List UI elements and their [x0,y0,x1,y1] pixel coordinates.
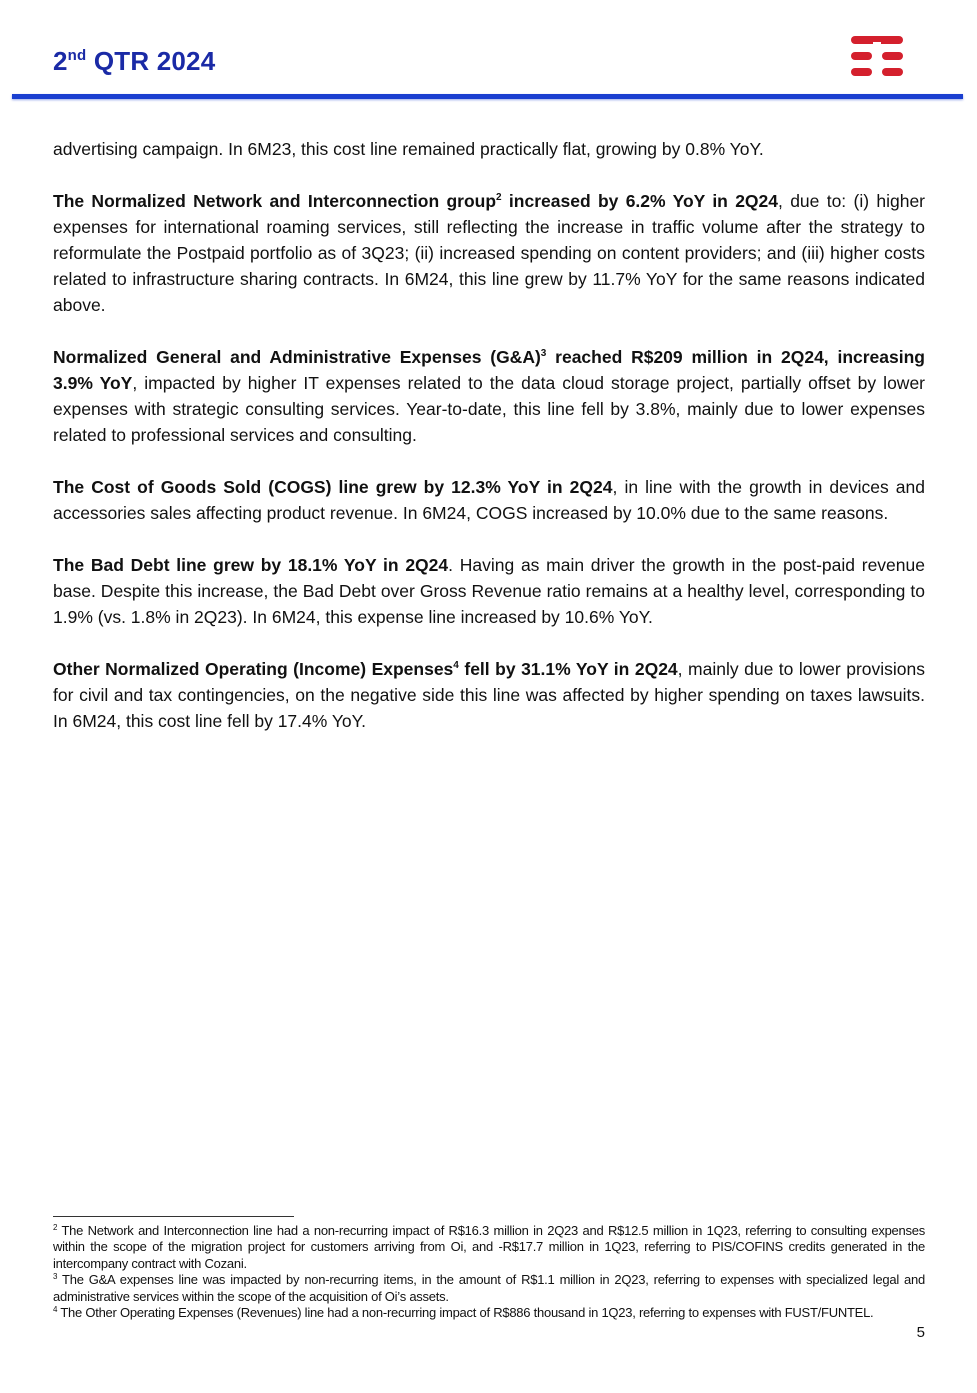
paragraph-lead-cont: fell by 31.1% YoY in 2Q24 [458,659,678,679]
paragraph-lead-cont: increased by 6.2% YoY in 2Q24 [501,191,779,211]
footnotes [53,1223,925,1321]
paragraph-network [53,188,925,318]
paragraph-lead: The Normalized Network and Interconnection group [53,191,497,211]
title-period: QTR 2024 [86,46,216,76]
paragraph-text: , in line with the growth in devices and accessories sales affecting product revenue. In 6M24, COGS increased by 10.0% due to the same reasons. [53,477,925,523]
footnote-ref-3[interactable]: 3 [540,348,547,359]
footnote-separator [53,1216,294,1217]
footnote-number: 2 [53,1223,58,1232]
footnote-number: 3 [53,1272,58,1282]
paragraph-lead: The Cost of Goods Sold (COGS) line grew by 12.3% YoY in 2Q24 [53,477,613,497]
footnote-3 [53,1272,925,1305]
footnote-text: The Other Operating Expenses (Revenues) line had a non-recurring impact of R$886 thousand in 1Q23, referring to expenses with FUST/FUNTEL. [57,1305,874,1321]
header-divider [12,94,963,99]
paragraph-text: advertising campaign. In 6M23, this cost line remained practically flat, growing by 0.8% YoY. [53,139,764,159]
footnote-ref-2[interactable]: 2 [496,192,502,203]
body-text [53,136,925,760]
paragraph-advertising [53,136,925,162]
paragraph-lead: Normalized General and Administrative Expenses (G&A) [53,347,541,367]
page-title [53,46,215,77]
paragraph-lead: Other Normalized Operating (Income) Expenses [53,659,454,679]
footnote-text: The Network and Interconnection line had a non-recurring impact of R$16.3 million in 2Q23 and R$12.5 million in 1Q23, referring to consulting expenses within the scope of the migration project for customers arriving from Oi, and -R$17.7 million in 1Q23, referring to PIS/COFINS credits generated in the intercompany contract with Cozani. [53,1223,925,1271]
paragraph-lead: The Bad Debt line grew by 18.1% YoY in 2Q24 [53,555,449,575]
paragraph-ga [53,344,925,448]
title-number: 2 [53,46,68,76]
paragraph-text: , impacted by higher IT expenses related to the data cloud storage project, partially offset by lower expenses with strategic consulting services. Year-to-date, this line fell by 3.8%, mainly due to lower expenses related to professional services and consulting. [53,373,926,445]
footnote-text: The G&A expenses line was impacted by non-recurring items, in the amount of R$1.1 million in 2Q23, referring to expenses with specialized legal and administrative services within the scope of the acquisition of Oi’s assets. [53,1272,925,1304]
paragraph-text: , due to: (i) higher expenses for international roaming services, still reflecting the increase in traffic volume after the strategy to reformulate the Postpaid portfolio as of 3Q23; (ii) increased spending on content providers; and (iii) higher costs related to infrastructure sharing contracts. In 6M24, this line grew by 11.7% YoY for the same reasons indicated above. [53,191,926,315]
paragraph-other-opex [53,656,925,734]
tim-logo-icon [851,36,903,80]
paragraph-text: . Having as main driver the growth in the post-paid revenue base. Despite this increase, the Bad Debt over Gross Revenue ratio remains at a healthy level, corresponding to 1.9% (vs. 1.8% in 2Q23). In 6M24, this expense line increased by 10.6% YoY. [53,555,925,627]
paragraph-text: , mainly due to lower provisions for civil and tax contingencies, on the negative side this line was affected by higher spending on taxes lawsuits. In 6M24, this cost line fell by 17.4% YoY. [53,659,926,731]
footnote-2 [53,1223,925,1272]
paragraph-lead-cont: reached R$209 million in 2Q24, increasing 3.9% YoY [53,347,926,393]
paragraph-cogs [53,474,925,526]
footnote-number: 4 [53,1305,58,1315]
footnote-ref-4[interactable]: 4 [453,660,459,671]
page-number: 5 [916,1324,925,1341]
paragraph-bad-debt [53,552,925,630]
title-ordinal: nd [67,47,87,64]
footnote-4 [53,1305,925,1321]
